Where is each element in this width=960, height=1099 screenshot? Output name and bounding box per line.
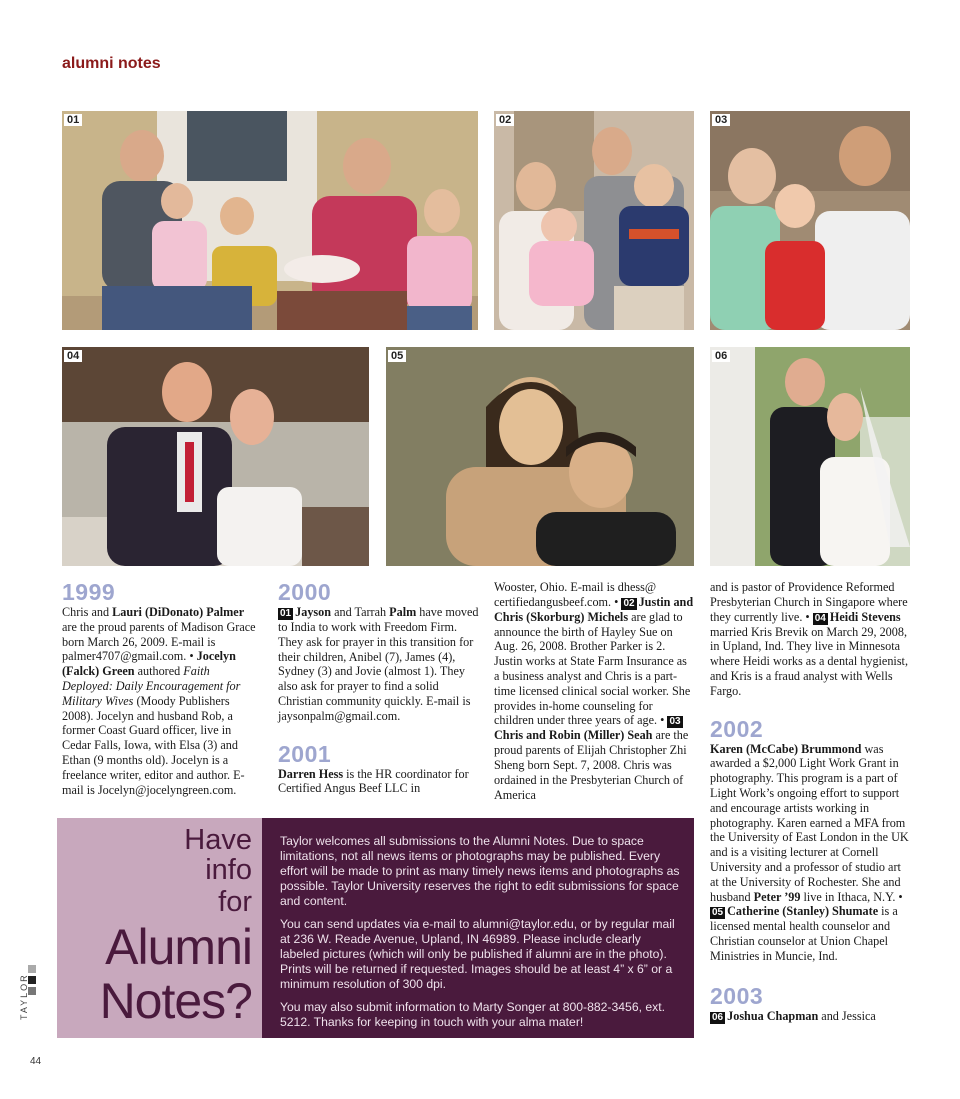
wedding-photo-image [62, 347, 369, 566]
family-photo-image [710, 111, 910, 330]
photo-number: 01 [64, 114, 82, 126]
photo-tag: 04 [814, 612, 826, 624]
promo-heading-line: info [205, 854, 252, 886]
notes-column-4 [710, 580, 912, 1024]
section-title: alumni notes [62, 55, 161, 72]
photo-number: 04 [64, 350, 82, 362]
note-text: Wooster, Ohio. E-mail is dhess@ certifiedangusbeef.com. • 02 Justin and Chris (Skorburg) Michels are glad to announce the birth of Hayley Sue on Aug. 26, 2008. Brother Parker is 2. Justin works at State Farm Insurance as a business analyst and Chris is a part-time licensed clinical social worker. She provides in-home counseling for children under three years of age. • 03Chris and Robin (Miller) Seah are the proud parents of Elijah Christopher Zhi Sheng born Sept. 7, 2008. Chris was ordained in the Presbyterian Church of America [494, 580, 694, 802]
photo-tag: 05 [712, 907, 724, 919]
promo-paragraph: You can send updates via e-mail to alumni@taylor.edu, or by regular mail at 236 W. Reade Avenue, Upland, IN 46989. Please include clearly labeled pictures (which will only be published if alumni are in the photo). Prints will be returned if requested. Images should be at least 4” x 6” or a minimum resolution of 300 dpi. [280, 917, 675, 991]
notes-column-3 [494, 580, 694, 802]
photo-04 [62, 347, 369, 566]
note-text: Karen (McCabe) Brummond was awarded a $2,000 Light Work Grant in photography. This program is a part of Light Work’s ongoing effort to support and encourage artists working in photography. Karen earned a MFA from the University of East London in the UK and is a visiting lecturer at Cornell University and a professor of studio art at the University of Rochester. She and husband Peter ’99 live in Ithaca, N.Y. • 05 Catherine (Stanley) Shumate is a licensed mental health counselor and Christian counselor at Union Chapel Ministries in Muncie, Ind. [710, 741, 909, 963]
promo-paragraph: You may also submit information to Marty Songer at 800-882-3456, ext. 5212. Thanks for keeping in touch with your alma mater! [280, 1000, 666, 1029]
year-heading: 2003 [710, 982, 764, 1009]
note-text: Darren Hess is the HR coordinator for Certified Angus Beef LLC in [278, 766, 469, 796]
photo-tag: 06 [712, 1011, 724, 1023]
photo-number: 05 [388, 350, 406, 362]
promo-heading-panel [57, 818, 262, 1038]
year-heading: 2002 [710, 715, 764, 742]
notes-column-1 [62, 580, 262, 797]
family-photo-image [494, 111, 694, 330]
wedding-photo-image [710, 347, 910, 566]
promo-heading-line: Alumni [105, 919, 252, 975]
photo-02 [494, 111, 694, 330]
photo-01 [62, 111, 478, 330]
photo-number: 02 [496, 114, 514, 126]
note-text: and is pastor of Providence Reformed Presbyterian Church in Singapore where they currently live. • 04 Heidi Stevens married Kris Brevik on March 29, 2008, in Upland, Ind. They live in Minnesota where Heidi works as a dental hygienist, and Kris is a fraud analyst with Wells Fargo. [710, 580, 908, 698]
decorative-squares [28, 965, 36, 998]
promo-paragraph: Taylor welcomes all submissions to the Alumni Notes. Due to space limitations, not all news items or photographs may be published. Every effort will be made to print as many timely news items and photographs as possible. Taylor University reserves the right to edit submissions for space and content. [280, 834, 680, 908]
year-heading: 2001 [278, 740, 332, 767]
photo-number: 06 [712, 350, 730, 362]
promo-heading-line: Have [184, 824, 252, 856]
note-text: 06 Joshua Chapman and Jessica [712, 1008, 876, 1023]
note-text: Chris and Lauri (DiDonato) Palmer are the proud parents of Madison Grace born March 26, 2009. E-mail is palmer4707@gmail.com. • Jocelyn (Falck) Green authored Faith Deployed: Daily Encouragement for Military Wives (Moody Publishers 2008). Jocelyn and husband Rob, a former Coast Guard officer, live in Cedar Falls, Iowa, with Elsa (3) and Ethan (9 months old). Jocelyn is a freelance writer, editor and author. E-mail is Jocelyn@jocelyngreen.com. [62, 605, 256, 797]
year-heading: 2000 [278, 579, 332, 605]
promo-heading-line: Notes? [99, 973, 252, 1029]
publication-label: TAYLOR [19, 973, 29, 1020]
couple-photo-image [386, 347, 694, 566]
family-photo-image [62, 111, 478, 330]
promo-info-panel [262, 818, 694, 1038]
photo-03 [710, 111, 910, 330]
promo-heading-line: for [218, 886, 252, 918]
photo-tag: 02 [623, 597, 635, 609]
photo-tag: 01 [280, 608, 292, 619]
year-heading: 1999 [62, 579, 116, 605]
page-number: 44 [30, 1056, 42, 1067]
photo-tag: 03 [669, 716, 681, 728]
photo-number: 03 [712, 114, 730, 126]
note-text: 01 Jayson and Tarrah Palm have moved to India to work with Freedom Firm. They ask for prayer in this transition for their children, Anibel (7), James (4), Sydney (3) and Jovie (almost 1). They also ask for prayer to find a solid Christian community quickly. E-mail is jaysonpalm@gmail.com. [278, 605, 479, 723]
photo-06 [710, 347, 910, 566]
photo-05 [386, 347, 694, 566]
notes-column-2 [278, 580, 480, 796]
